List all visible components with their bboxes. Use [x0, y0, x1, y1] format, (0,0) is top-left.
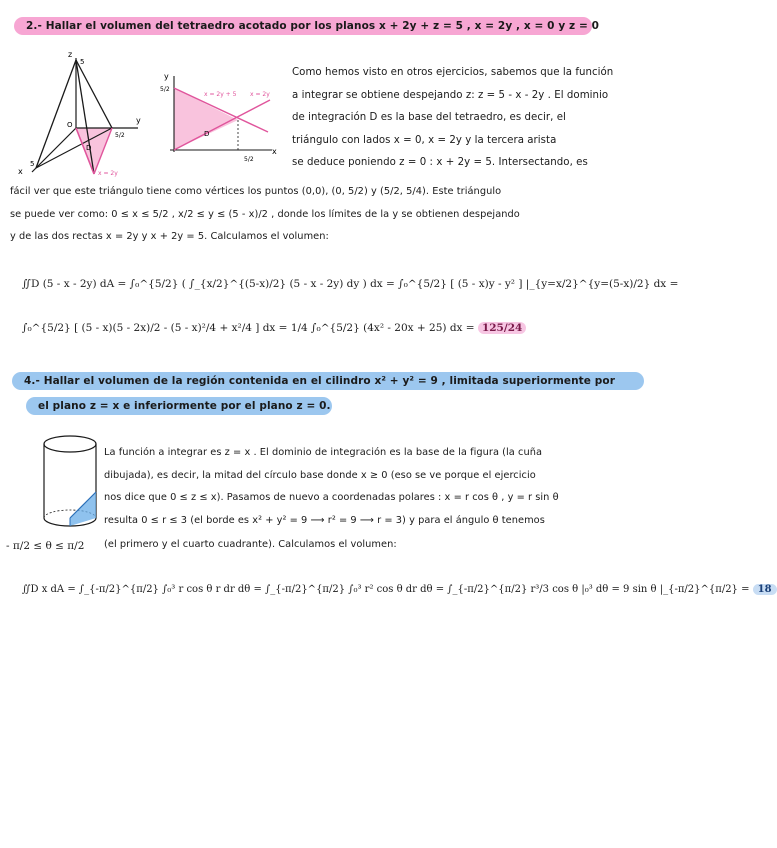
text-line: nos dice que 0 ≤ z ≤ x). Pasamos de nuevo a coordenadas polares : x = r cos θ , y = r sin θ [104, 492, 559, 503]
x-axis-label-2d: x [272, 147, 277, 156]
text-line: resulta 0 ≤ r ≤ 3 (el borde es x² + y² = 9 ⟶ r² = 9 ⟶ r = 3) y para el ángulo θ tenemos [104, 514, 545, 526]
text-line: triángulo con lados x = 0, x = 2y y la tercera arista [292, 134, 557, 146]
problem4-last-line: (el primero y el cuarto cuadrante). Calculamos el volumen: [104, 539, 397, 550]
problem2-full-text [10, 181, 646, 249]
y-axis-label: y [136, 116, 141, 125]
line-label-1-2d: x = 2y + 5 [204, 91, 237, 98]
text-line: a integrar se obtiene despejando z: z = 5 - x - 2y . El dominio [292, 89, 609, 101]
problem2-equation-2 [22, 322, 526, 334]
domain-label-2d: D [204, 130, 210, 138]
z-top-tick: 5 [80, 58, 85, 66]
cylinder-sketch [34, 432, 106, 532]
text-line: La función a integrar es z = x . El dominio de integración es la base de la figura (la cuña [104, 447, 543, 458]
z-axis-label: z [68, 50, 73, 59]
domain-sketch [160, 70, 280, 165]
problem2-answer: 125/24 [478, 322, 526, 334]
y-axis-label-2d: y [164, 72, 169, 81]
problem4-title-line2: el plano z = x e inferiormente por el plano z = 0. [26, 397, 332, 415]
wedge-shading [70, 492, 96, 526]
equation-body: ∫₀^{5/2} [ (5 - x)(5 - 2x)/2 - (5 - x)²/4 + x²/4 ] dx = 1/4 ∫₀^{5/2} (4x² - 20x + 25) dx = [22, 322, 475, 334]
text-line: se puede ver como: 0 ≤ x ≤ 5/2 , x/2 ≤ y ≤ (5 - x)/2 , donde los límites de la y se obtienen despejando [10, 208, 520, 220]
x-tick-label: 5 [30, 160, 35, 168]
x-tick-2d: 5/2 [244, 156, 254, 163]
text-line: de integración D es la base del tetraedro, es decir, el [292, 112, 566, 123]
y-tick-2d: 5/2 [160, 86, 170, 93]
tetrahedron-sketch [14, 46, 144, 186]
text-line: y de las dos rectas x = 2y y x + 2y = 5. Calculamos el volumen: [10, 231, 329, 242]
problem4-right-text [104, 442, 644, 532]
x-axis-label: x [18, 167, 23, 176]
tetrahedron-base-shading [76, 128, 112, 174]
problem4-answer: 18 [753, 584, 777, 595]
domain-label: D [86, 144, 92, 152]
text-line: fácil ver que este triángulo tiene como vértices los puntos (0,0), (0, 5/2) y (5/2, 5/4). Este triángulo [10, 186, 502, 197]
text-line: dibujada), es decir, la mitad del círculo base donde x ≥ 0 (eso se ve porque el ejercicio [104, 469, 536, 481]
line-label-2-2d: x = 2y [250, 91, 270, 98]
equation-body: ∬D x dA = ∫_{-π/2}^{π/2} ∫₀³ r cos θ r dr dθ = ∫_{-π/2}^{π/2} ∫₀³ r² cos θ dr dθ = ∫_{-π/2}^{π/2} r³/3 cos θ |₀³ dθ = 9 sin θ |_{-π/2}^{π/2} = [22, 584, 750, 595]
problem2-equation-1: ∬D (5 - x - 2y) dA = ∫₀^{5/2} ( ∫_{x/2}^{(5-x)/2} (5 - x - 2y) dy ) dx = ∫₀^{5/2} [ (5 - x)y - y² ] |_{y=x/2}^{y=(5-x)/2} dx = [22, 278, 679, 290]
problem4-angle-range: - π/2 ≤ θ ≤ π/2 [6, 540, 85, 552]
origin-label: O [67, 121, 73, 129]
line-label: x = 2y [98, 170, 118, 177]
text-line: se deduce poniendo z = 0 : x + 2y = 5. Intersectando, es [292, 157, 588, 168]
problem2-title: 2.- Hallar el volumen del tetraedro acotado por los planos x + 2y + z = 5 , x = 2y , x = 0 y z = 0 [14, 17, 592, 35]
problem4-equation [22, 584, 777, 595]
problem2-right-text [292, 62, 642, 175]
text-line: Como hemos visto en otros ejercicios, sabemos que la función [292, 67, 614, 78]
y-tick-label: 5/2 [115, 132, 125, 139]
problem4-title-line1: 4.- Hallar el volumen de la región contenida en el cilindro x² + y² = 9 , limitada superiormente por [12, 372, 644, 390]
